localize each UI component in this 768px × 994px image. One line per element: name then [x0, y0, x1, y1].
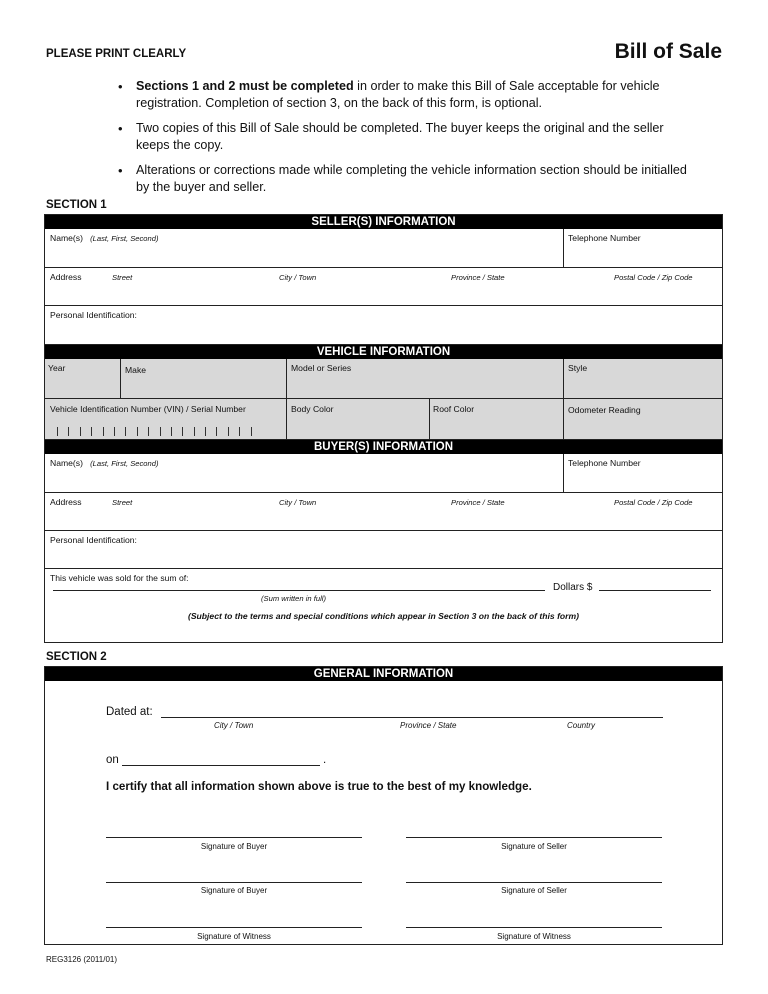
vehicle-info-header: VEHICLE INFORMATION [45, 345, 722, 359]
dollars-label: Dollars $ [553, 582, 593, 593]
seller-signature-label: Signature of Seller [501, 842, 567, 851]
seller-names-field[interactable] [45, 229, 564, 267]
personal-id-label: Personal Identification: [50, 310, 137, 320]
names-label: Name(s) (Last, First, Second) [50, 233, 159, 243]
print-clearly-note: PLEASE PRINT CLEARLY [46, 48, 187, 60]
dollars-amount-line[interactable] [599, 590, 711, 591]
date-period: . [323, 754, 327, 766]
witness-signature-label: Signature of Witness [497, 932, 571, 941]
dated-at-line[interactable] [161, 717, 663, 718]
postal-zip-label: Postal Code / Zip Code [614, 498, 693, 507]
instruction-text: in order to make this Bill of Sale acceptable for vehicle registration. Completion of section 3, on the back of this form, is optional. [136, 79, 660, 110]
address-label: Address [50, 497, 82, 507]
telephone-label: Telephone Number [568, 233, 641, 243]
sale-sum-area [45, 569, 722, 639]
section-1-frame [44, 214, 723, 643]
instruction-item: • Alterations or corrections made while completing the vehicle information section should be initialled by the buyer and seller. [118, 162, 698, 196]
body-color-field[interactable] [287, 399, 430, 439]
certification-statement: I certify that all information shown above is true to the best of my knowledge. [106, 780, 532, 793]
street-label: Street [112, 498, 133, 507]
seller-signature-label: Signature of Seller [501, 886, 567, 895]
buyer-signature-line[interactable] [106, 837, 362, 838]
province-state-label: Province / State [451, 273, 505, 282]
instruction-list [118, 78, 698, 204]
personal-id-label: Personal Identification: [50, 535, 137, 545]
model-field[interactable] [287, 359, 564, 398]
buyer-address-field[interactable] [45, 493, 722, 531]
seller-address-field[interactable] [45, 268, 722, 306]
instruction-bold: Sections 1 and 2 must be completed [136, 79, 354, 93]
roof-color-field[interactable] [430, 399, 564, 439]
buyer-names-field[interactable] [45, 454, 564, 492]
buyer-names-row [45, 454, 722, 493]
dated-at-label: Dated at: [106, 706, 153, 718]
address-label: Address [50, 272, 82, 282]
vin-field[interactable] [45, 399, 287, 439]
country-label: Country [567, 721, 596, 730]
seller-witness-signature-line[interactable] [406, 927, 662, 928]
on-label: on [106, 754, 119, 766]
seller-telephone-field[interactable] [564, 229, 722, 267]
seller-names-row [45, 229, 722, 268]
vehicle-row-2 [45, 399, 722, 440]
seller-personal-id-field[interactable] [45, 306, 722, 345]
sold-sum-label: This vehicle was sold for the sum of: [50, 573, 189, 583]
general-info-header: GENERAL INFORMATION [45, 667, 722, 681]
instruction-item [118, 78, 698, 112]
sum-written-hint: (Sum written in full) [261, 594, 326, 603]
vin-character-ticks [57, 427, 252, 436]
buyer-witness-signature-line[interactable] [106, 927, 362, 928]
vehicle-row-1 [45, 359, 722, 399]
postal-zip-label: Postal Code / Zip Code [614, 273, 693, 282]
year-label: Year [48, 363, 66, 373]
section-2-label: SECTION 2 [46, 651, 107, 663]
buyer-signature-label: Signature of Buyer [200, 842, 268, 851]
city-town-label: City / Town [279, 498, 317, 507]
seller-info-header: SELLER(S) INFORMATION [45, 215, 722, 229]
document-title: Bill of Sale [614, 40, 722, 63]
date-line[interactable] [122, 765, 320, 766]
names-label: Name(s) (Last, First, Second) [50, 458, 159, 468]
city-town-label: City / Town [214, 721, 254, 730]
seller-signature-line-2[interactable] [406, 882, 662, 883]
province-state-label: Province / State [451, 498, 505, 507]
terms-note: (Subject to the terms and special conditions which appear in Section 3 on the back of this form) [187, 611, 580, 621]
form-code: REG3126 (2011/01) [46, 955, 118, 964]
buyer-signature-line-2[interactable] [106, 882, 362, 883]
odometer-field[interactable] [564, 399, 722, 439]
section-1-label: SECTION 1 [46, 199, 107, 211]
buyer-personal-id-field[interactable] [45, 531, 722, 569]
street-label: Street [112, 273, 133, 282]
buyer-telephone-field[interactable] [564, 454, 722, 492]
telephone-label: Telephone Number [568, 458, 641, 468]
buyer-signature-label: Signature of Buyer [200, 886, 268, 895]
body-color-label: Body Color [291, 404, 334, 414]
vin-label: Vehicle Identification Number (VIN) / Serial Number [50, 404, 246, 414]
instruction-item: • Two copies of this Bill of Sale should be completed. The buyer keeps the original and the seller keeps the copy. [118, 120, 698, 154]
province-state-label: Province / State [400, 721, 457, 730]
sum-written-line[interactable] [53, 590, 545, 591]
model-label: Model or Series [291, 363, 352, 373]
odometer-label: Odometer Reading [568, 405, 641, 415]
roof-color-label: Roof Color [433, 404, 475, 414]
seller-signature-line[interactable] [406, 837, 662, 838]
style-field[interactable] [564, 359, 722, 398]
witness-signature-label: Signature of Witness [197, 932, 271, 941]
year-field[interactable] [45, 359, 121, 398]
make-field[interactable] [121, 359, 287, 398]
city-town-label: City / Town [279, 273, 317, 282]
style-label: Style [568, 363, 588, 373]
make-label: Make [125, 365, 147, 375]
buyer-info-header: BUYER(S) INFORMATION [45, 440, 722, 454]
